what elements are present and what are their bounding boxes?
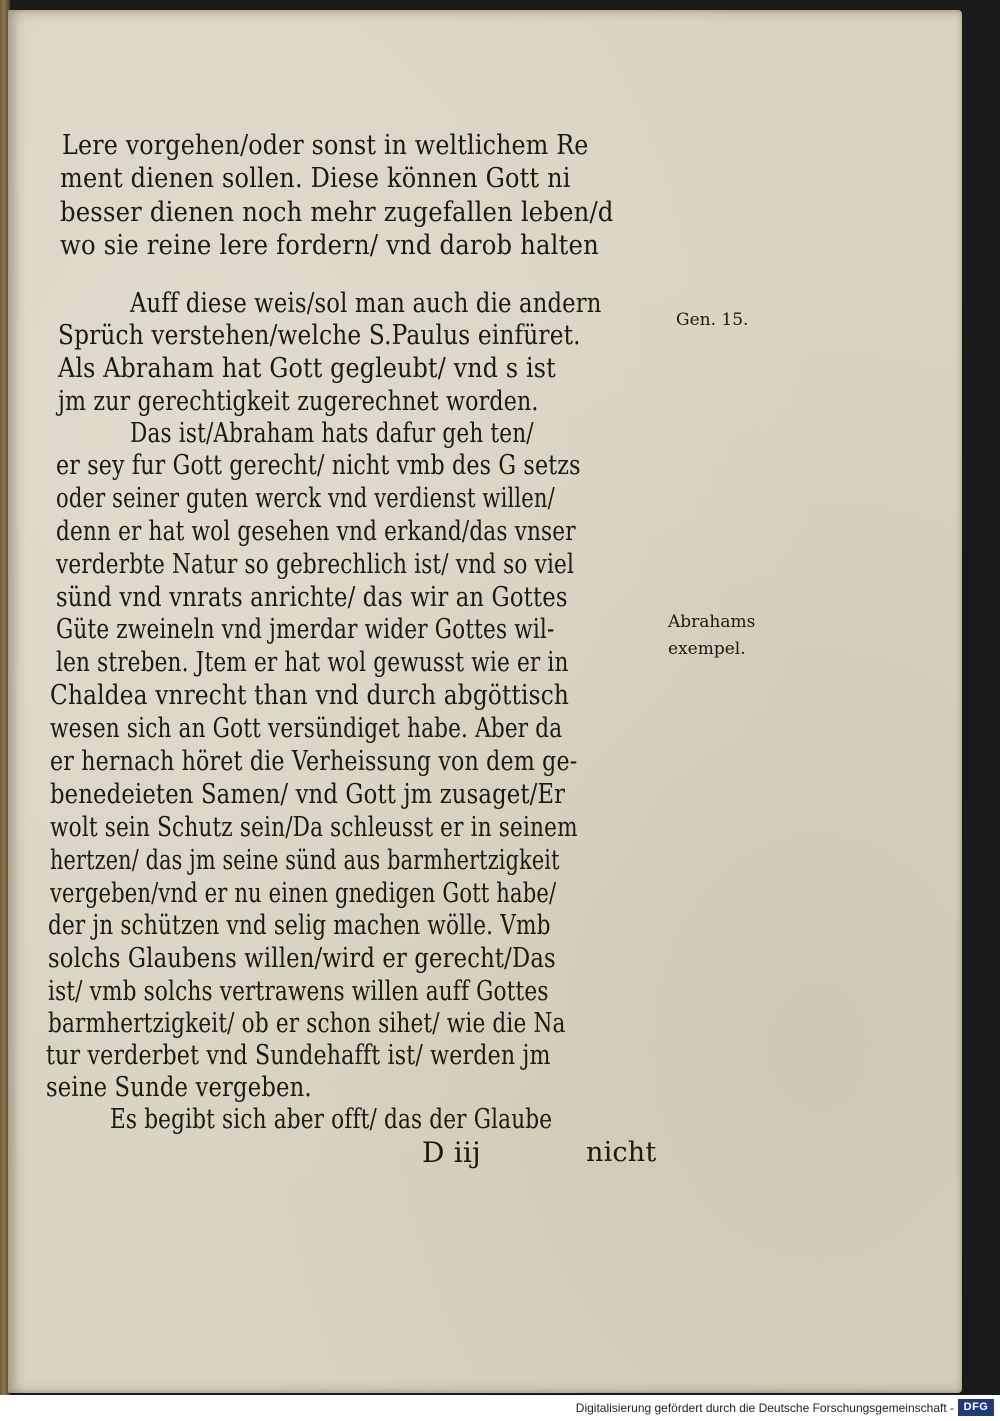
margin-note-abrahams: Abrahams [668,612,756,632]
text-line: Das ist/Abraham hats dafur geh ten/ [130,418,534,449]
text-line: benedeieten Samen/ vnd Gott jm zusaget/Er [50,779,566,810]
text-line: besser dienen noch mehr zugefallen leben/d [60,197,614,228]
text-line: hertzen/ das jm seine sünd aus barmhertzigkeit [50,845,560,876]
text-line: len streben. Jtem er hat wol gewusst wie er in [56,647,569,678]
text-line: Güte zweineln vnd jmerdar wider Gottes wil- [56,614,555,645]
text-line: ist/ vmb solchs vertrawens willen auff Gottes [48,976,549,1007]
text-line: oder seiner guten werck vnd verdienst willen/ [56,483,555,514]
dfg-logo: DFG [958,1399,994,1416]
text-line: er hernach höret die Verheissung von dem ge- [50,746,578,777]
text-line: tur verderbet vnd Sundehafft ist/ werden jm [46,1040,551,1071]
text-line: der jn schützen vnd selig machen wölle. Vmb [48,910,551,941]
margin-note-exempel: exempel. [668,639,746,659]
text-line: denn er hat wol gesehen vnd erkand/das vnser [56,516,576,547]
text-line: Lere vorgehen/oder sonst in weltlichem Re [62,130,589,161]
margin-note-gen: Gen. 15. [676,310,749,330]
text-line: wo sie reine lere fordern/ vnd darob halten [60,230,599,261]
text-line: Auff diese weis/sol man auch die andern [130,288,602,319]
text-line: Als Abraham hat Gott gegleubt/ vnd s ist [58,353,556,384]
text-line: er sey fur Gott gerecht/ nicht vmb des G setzs [56,450,581,481]
text-line: wesen sich an Gott versündiget habe. Aber da [50,713,563,744]
catchword: nicht [586,1137,657,1168]
text-line: solchs Glaubens willen/wird er gerecht/Das [48,943,556,974]
signature-mark: D iij [422,1136,481,1169]
text-line: ment dienen sollen. Diese können Gott ni [60,163,571,194]
text-line: vergeben/vnd er nu einen gnedigen Gott habe/ [50,878,557,909]
text-line: Chaldea vnrecht than vnd durch abgöttisch [50,680,570,711]
text-line: barmhertzigkeit/ ob er schon sihet/ wie die Na [48,1008,566,1039]
text-line: verderbte Natur so gebrechlich ist/ vnd so viel [56,549,575,580]
text-line: wolt sein Schutz sein/Da schleusst er in seinem [50,812,578,843]
text-line: Sprüch verstehen/welche S.Paulus einfüret. [58,320,581,351]
text-line: Es begibt sich aber offt/ das der Glaube [110,1104,553,1135]
funding-credit: Digitalisierung gefördert durch die Deutsche Forschungsgemeinschaft - [575,1401,954,1415]
text-line: jm zur gerechtigkeit zugerechnet worden. [58,386,539,417]
text-line: seine Sunde vergeben. [46,1072,312,1103]
text-line: sünd vnd vnrats anrichte/ das wir an Gottes [56,582,568,613]
footer-bar [0,1395,1000,1421]
